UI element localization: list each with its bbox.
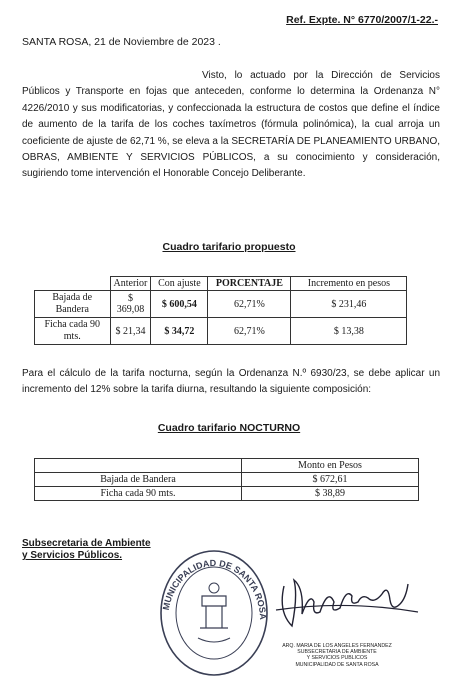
body-paragraph: [22, 68, 440, 183]
table-corner-cell: [35, 277, 111, 291]
row-label: Bajada de Bandera: [35, 291, 111, 318]
table-corner-cell: [35, 459, 242, 473]
signature-line: SUBSECRETARIA DE AMBIENTE: [297, 649, 377, 656]
cell-incremento: $ 13,38: [291, 318, 407, 345]
issuing-office: [22, 538, 151, 562]
cell-incremento: $ 231,46: [291, 291, 407, 318]
office-line: Subsecretaria de Ambiente: [22, 538, 151, 549]
office-line: y Servicios Públicos.: [22, 550, 123, 561]
row-label: Ficha cada 90 mts.: [35, 318, 111, 345]
table1-title: Cuadro tarifario propuesto: [162, 241, 296, 253]
signature-line: ARQ. MARIA DE LOS ANGELES FERNANDEZ: [282, 643, 392, 649]
col-header-incremento: Incremento en pesos: [291, 277, 407, 291]
signature-line: Y SERVICIOS PUBLICOS: [306, 655, 368, 662]
night-fare-table: [34, 458, 419, 501]
table2-title: Cuadro tarifario NOCTURNO: [157, 422, 301, 434]
row-label: Ficha cada 90 mts.: [35, 487, 242, 501]
body-paragraph-text: Visto, lo actuado por la Dirección de Servicios Públicos y Transporte en fojas que anteceden, conforme lo determina la Ordenanza N° 4226/2010 y sus modificatorias, y confeccionada la estructura de costos que define el índice de aumento de la tarifa de los coches taxímetros (fórmula polinómica), la cual arroja un coeficiente de ajuste de 62,71 %, se eleva a la SECRETARÍA DE PLANEAMIENTO URBANO, OBRAS, AMBIENTE Y SERVICIOS PÚBLICOS, a su conocimiento y consideración, sugiriendo tome intervención el Honorable Concejo Deliberante.: [22, 70, 440, 180]
col-header-porcentaje: PORCENTAJE: [208, 277, 291, 291]
cell-monto: $ 38,89: [242, 487, 419, 501]
cell-con-ajuste: $ 34,72: [151, 318, 208, 345]
signature-block: [277, 643, 397, 668]
cell-con-ajuste: $ 600,54: [151, 291, 208, 318]
cell-monto: $ 672,61: [242, 473, 419, 487]
col-header-monto: Monto en Pesos: [242, 459, 419, 473]
col-header-con-ajuste: Con ajuste: [151, 277, 208, 291]
table-row: [35, 318, 407, 345]
table-row: [35, 473, 419, 487]
cell-porcentaje: 62,71%: [208, 291, 291, 318]
nocturna-paragraph: Para el cálculo de la tarifa nocturna, según la Ordenanza N.º 6930/23, se debe aplicar un incremento del 12% sobre la tarifa diurna, resultando la siguiente composición:: [22, 368, 440, 396]
table-header-row: [35, 277, 407, 291]
col-header-anterior: Anterior: [110, 277, 151, 291]
proposed-fare-table: [34, 276, 407, 345]
table-header-row: [35, 459, 419, 473]
svg-text:MUNICIPALIDAD DE SANTA ROSA: MUNICIPALIDAD DE SANTA ROSA: [160, 557, 269, 621]
document-date: SANTA ROSA, 21 de Noviembre de 2023 .: [22, 36, 221, 48]
municipal-seal-stamp: [158, 548, 270, 678]
expediente-reference: Ref. Expte. N° 6770/2007/1-22.-: [286, 14, 438, 26]
cell-anterior: $ 369,08: [110, 291, 151, 318]
table-row: [35, 487, 419, 501]
cell-anterior: $ 21,34: [110, 318, 151, 345]
table-row: [35, 291, 407, 318]
signature-line: MUNICIPALIDAD DE SANTA ROSA: [295, 661, 379, 668]
row-label: Bajada de Bandera: [35, 473, 242, 487]
cell-porcentaje: 62,71%: [208, 318, 291, 345]
handwritten-signature: [272, 562, 422, 642]
